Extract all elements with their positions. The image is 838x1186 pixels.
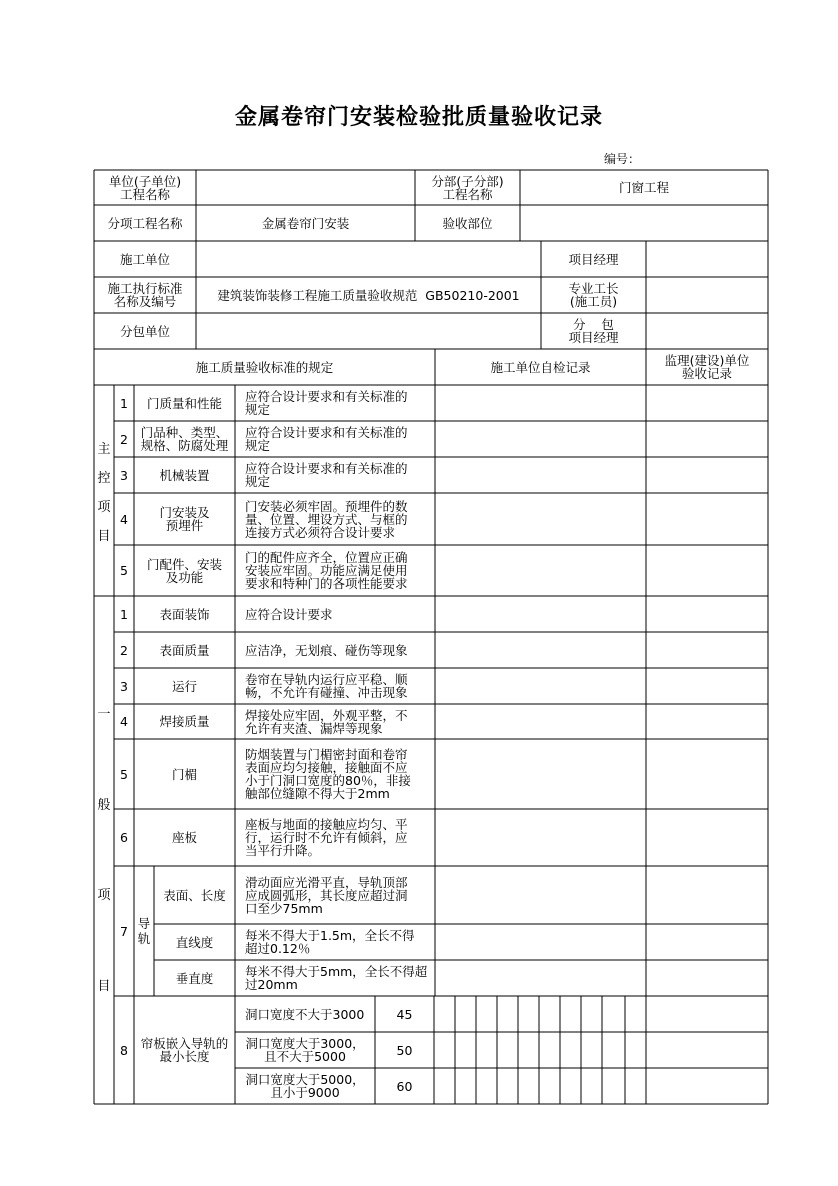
general-item-name: 表面装饰	[159, 606, 210, 622]
embed-length-value: 45	[396, 1006, 413, 1022]
embed-length-value: 50	[396, 1042, 413, 1058]
general-item-requirement: 座板与地面的接触应均匀、平 行，运行时不允许有倾斜，应 当平行升降。	[245, 817, 408, 858]
main-group-label-char: 控	[97, 470, 111, 486]
main-item-name: 门安装及 预埋件	[159, 505, 210, 533]
guide-rail-sub-name: 直线度	[175, 934, 214, 950]
general-group-label-char: 一	[97, 706, 111, 722]
project-manager-field[interactable]	[646, 241, 768, 277]
general-group-label-char: 目	[97, 978, 111, 994]
main-item-name: 门质量和性能	[146, 395, 222, 411]
main-item-name: 门品种、类型、 规格、防腐处理	[140, 425, 229, 453]
general-item-number: 2	[120, 642, 128, 658]
project-manager-label: 项目经理	[568, 251, 619, 267]
inspection-part-label: 验收部位	[442, 215, 493, 231]
general-item-name: 焊接质量	[159, 714, 210, 729]
foreman-field[interactable]	[646, 277, 768, 313]
embed-length-condition: 洞口宽度大于5000， 且小于9000	[245, 1072, 365, 1100]
general-item-requirement: 应洁净，无划痕、碰伤等现象	[245, 642, 408, 658]
general-item-number: 7	[120, 923, 128, 939]
main-item-number: 3	[120, 467, 128, 483]
general-group-label-char: 项	[97, 887, 111, 903]
guide-rail-sub-name: 表面、长度	[163, 887, 226, 903]
supervision-column-header: 监理(建设)单位 验收记录	[664, 353, 750, 381]
general-item-name: 表面质量	[159, 642, 210, 658]
contractor-label: 施工单位	[119, 251, 170, 267]
number-label: 编号：	[604, 152, 641, 166]
unit-name-field[interactable]	[196, 170, 415, 205]
standard-value[interactable]: 建筑装饰装修工程施工质量验收规范 GB50210-2001	[217, 287, 520, 303]
subdivision-label: 分部(子分部) 工程名称	[431, 173, 504, 202]
general-item-number: 1	[120, 606, 128, 622]
general-item-requirement: 防烟装置与门楣密封面和卷帘 表面应均匀接触，接触面不应 小于门洞口宽度的80％，非接 触部位缝隙不得大于2mm	[245, 747, 411, 801]
general-item-number: 3	[120, 678, 128, 694]
general-group-label-char: 般	[97, 797, 111, 813]
general-item-name: 门楣	[171, 766, 197, 782]
embed-length-condition: 洞口宽度不大于3000	[245, 1006, 365, 1022]
guide-rail-group-label: 导 轨	[137, 916, 151, 946]
unit-name-label: 单位(子单位) 工程名称	[108, 173, 182, 202]
main-item-requirement: 应符合设计要求和有关标准的 规定	[245, 389, 408, 417]
foreman-label: 专业工长 (施工员)	[568, 281, 619, 309]
guide-rail-sub-requirement: 滑动面应光滑平直，导轨顶部 应成圆弧形，其长度应超过洞 口至少75mm	[245, 874, 408, 916]
subcontractor-label: 分包单位	[119, 323, 170, 339]
main-item-number: 4	[120, 511, 128, 527]
general-item-number: 8	[120, 1042, 128, 1058]
embed-length-condition: 洞口宽度大于3000， 且不大于5000	[245, 1036, 365, 1064]
contractor-field[interactable]	[196, 241, 541, 277]
main-item-requirement: 应符合设计要求和有关标准的 规定	[245, 461, 408, 489]
general-item-name: 运行	[171, 678, 197, 694]
sub-project-manager-field[interactable]	[646, 313, 768, 349]
main-item-name: 机械装置	[159, 467, 210, 483]
standard-column-header: 施工质量验收标准的规定	[195, 359, 334, 375]
sub-project-manager-label: 分 包 项目经理	[568, 317, 619, 345]
main-item-name: 门配件、安装 及功能	[146, 556, 222, 585]
general-item-number: 6	[120, 830, 128, 845]
self-check-column-header: 施工单位自检记录	[490, 359, 591, 375]
general-item-requirement: 卷帘在导轨内运行应平稳、顺 畅，不允许有碰撞、冲击现象	[245, 672, 408, 700]
guide-rail-sub-name: 垂直度	[175, 970, 214, 986]
standard-label: 施工执行标准 名称及编号	[107, 281, 183, 309]
subdivision-value[interactable]: 门窗工程	[618, 180, 669, 195]
main-group-label-char: 目	[97, 528, 111, 544]
main-item-number: 2	[120, 431, 128, 447]
main-item-number: 1	[120, 395, 128, 411]
guide-rail-sub-requirement: 每米不得大于5mm，全长不得超 过20mm	[245, 964, 428, 992]
general-item-requirement: 焊接处应牢固，外观平整，不 允许有夹渣、漏焊等现象	[245, 707, 408, 736]
main-group-label-char: 主	[97, 441, 111, 457]
main-group-label-char: 项	[97, 499, 111, 515]
main-item-number: 5	[120, 563, 128, 578]
inspection-part-field[interactable]	[520, 205, 768, 241]
general-item-name: 座板	[171, 830, 197, 845]
general-item-name: 帘板嵌入导轨的 最小长度	[140, 1036, 229, 1064]
main-item-requirement: 门安装必须牢固。预埋件的数 量、位置、埋设方式、与框的 连接方式必须符合设计要求	[245, 498, 408, 540]
main-item-requirement: 门的配件应齐全，位置应正确 安装应牢固。功能应满足使用 要求和特种门的各项性能要求	[245, 550, 408, 591]
general-item-number: 5	[120, 766, 128, 782]
general-item-number: 4	[120, 714, 128, 729]
subcontractor-field[interactable]	[196, 313, 541, 349]
main-item-requirement: 应符合设计要求和有关标准的 规定	[245, 425, 408, 453]
item-name-value[interactable]: 金属卷帘门安装	[261, 215, 350, 231]
embed-length-value: 60	[396, 1078, 413, 1094]
guide-rail-sub-requirement: 每米不得大于1.5m，全长不得 超过0.12％	[245, 928, 415, 956]
item-name-label: 分项工程名称	[107, 215, 183, 231]
page-title: 金属卷帘门安装检验批质量验收记录	[234, 105, 603, 130]
general-item-requirement: 应符合设计要求	[245, 606, 333, 622]
